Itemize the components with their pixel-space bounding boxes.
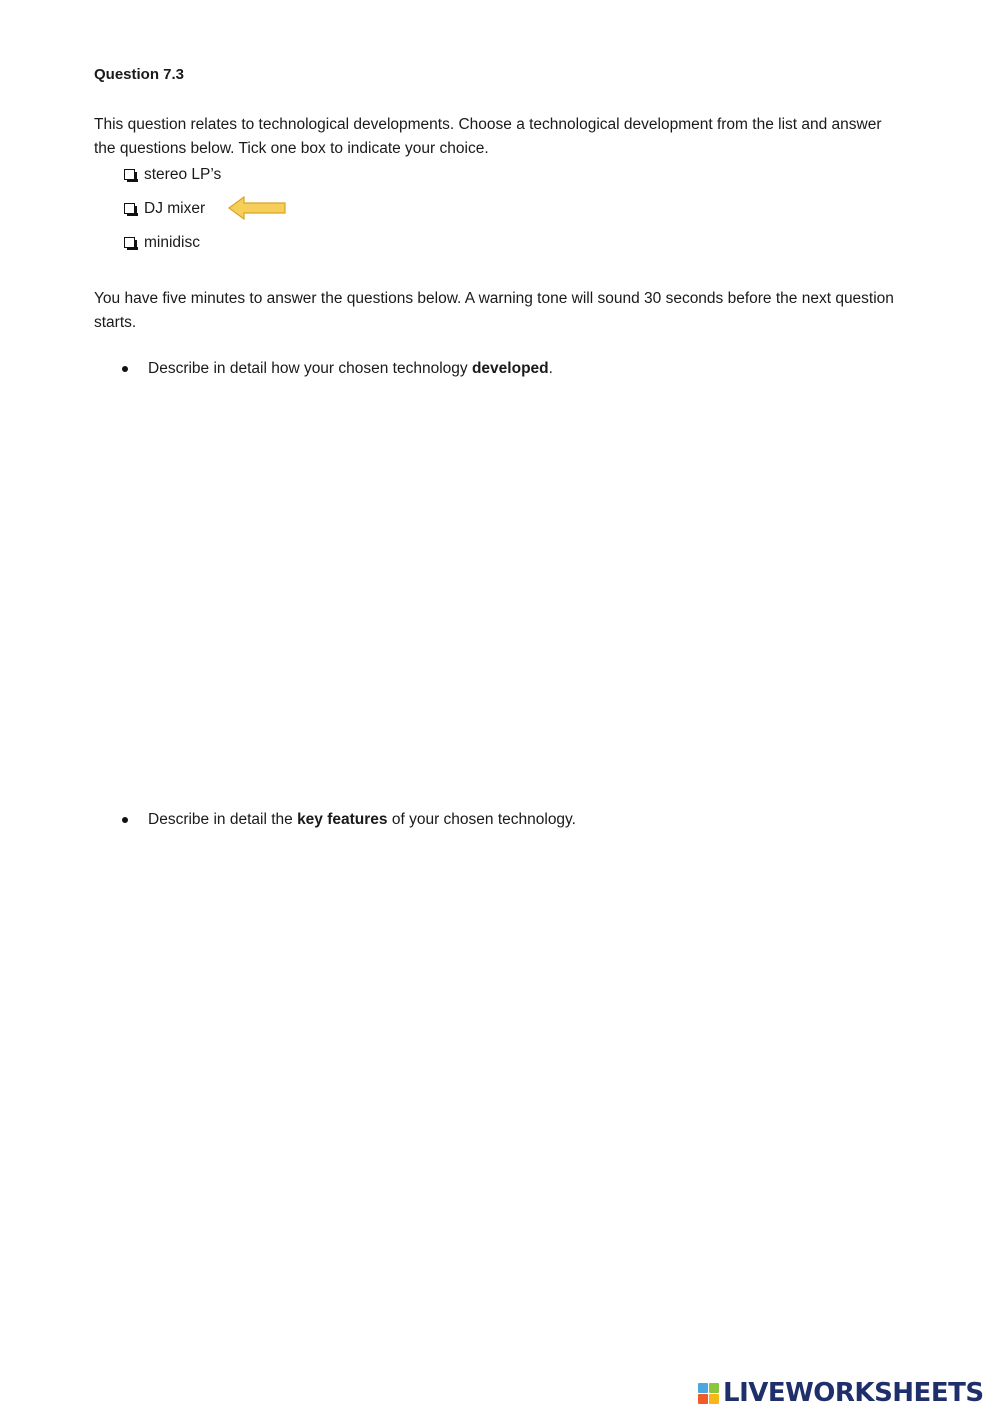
- prompt-text: Describe in detail the key features of your chosen technology.: [148, 811, 576, 828]
- question-title: Question 7.3: [94, 66, 185, 83]
- liveworksheets-logo-icon: [698, 1383, 719, 1404]
- question-intro: This question relates to technological developments. Choose a technological development from the list and answer the questions below. Tick one box to indicate your choice.: [94, 116, 882, 157]
- prompt-key-features: [122, 809, 576, 831]
- prompt-text: Describe in detail how your chosen technology developed.: [148, 360, 553, 377]
- choice-label: minidisc: [144, 234, 200, 251]
- bullet-icon: [122, 366, 128, 372]
- choice-label: DJ mixer: [144, 200, 206, 217]
- checkbox[interactable]: [124, 237, 135, 248]
- choice-label: stereo LP’s: [144, 166, 222, 183]
- checkbox[interactable]: [124, 169, 135, 180]
- liveworksheets-brand[interactable]: [698, 1378, 984, 1408]
- prompt-development: [122, 358, 553, 380]
- bullet-icon: [122, 817, 128, 823]
- time-instructions: You have five minutes to answer the questions below. A warning tone will sound 30 seconds before the next question starts.: [94, 290, 894, 331]
- choice-option-minidisc[interactable]: [124, 234, 221, 268]
- choice-option-stereo-lps[interactable]: [124, 166, 221, 200]
- choice-list: [124, 166, 221, 268]
- choice-option-dj-mixer[interactable]: [124, 200, 221, 234]
- arrow-shape: [229, 197, 285, 219]
- left-arrow-icon: [228, 196, 286, 220]
- brand-name: LIVEWORKSHEETS: [723, 1378, 984, 1408]
- checkbox[interactable]: [124, 203, 135, 214]
